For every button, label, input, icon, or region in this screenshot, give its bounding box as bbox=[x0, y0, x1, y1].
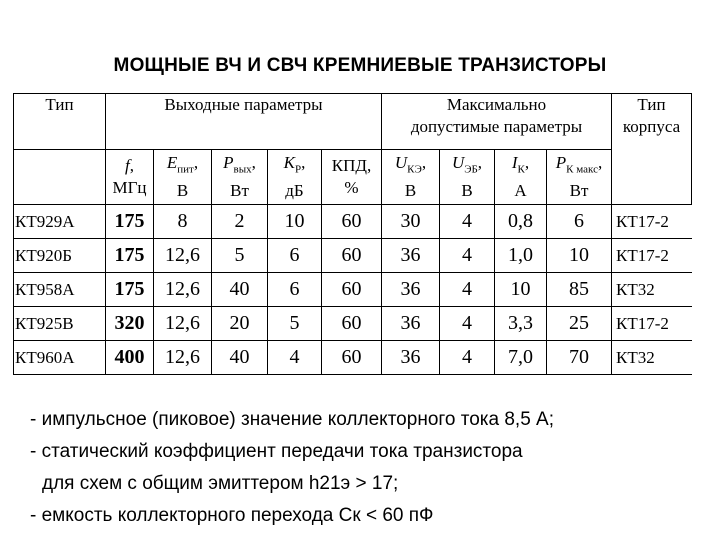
cell-type: КТ958А bbox=[14, 273, 106, 307]
cell-value: 25 bbox=[547, 307, 612, 341]
cell-value: 2 bbox=[212, 205, 268, 239]
note-line: - емкость коллекторного перехода Ск < 60 пФ bbox=[30, 505, 434, 526]
cell-value: 4 bbox=[440, 307, 495, 341]
cell-value: 60 bbox=[322, 341, 382, 375]
cell-value: 20 bbox=[212, 307, 268, 341]
cell-value: 60 bbox=[322, 307, 382, 341]
cell-type: КТ920Б bbox=[14, 239, 106, 273]
note-line: для схем с общим эмиттером h21э > 17; bbox=[42, 473, 399, 494]
cell-value: 4 bbox=[440, 341, 495, 375]
header-case bbox=[612, 94, 692, 205]
cell-value: 12,6 bbox=[154, 273, 212, 307]
cell-value: 4 bbox=[440, 239, 495, 273]
col-header: $K_P$, дБ bbox=[268, 150, 322, 205]
col-unit: МГц bbox=[112, 178, 147, 197]
col-header: $P_{вых}$, Вт bbox=[212, 150, 268, 205]
cell-case: КТ17-2 bbox=[612, 205, 692, 239]
col-unit: А bbox=[514, 181, 527, 201]
col-header: $E_{пит}$, В bbox=[154, 150, 212, 205]
col-symbol: f bbox=[125, 156, 130, 175]
cell-value: 4 bbox=[268, 341, 322, 375]
notes bbox=[30, 404, 554, 532]
col-symbol: U bbox=[394, 152, 408, 172]
cell-value: 7,0 bbox=[495, 341, 547, 375]
col-unit: % bbox=[344, 178, 359, 197]
col-subscript: К bbox=[517, 163, 525, 176]
cell-value: 175 bbox=[106, 273, 154, 307]
cell-value: 40 bbox=[212, 273, 268, 307]
col-subscript: К макс bbox=[566, 163, 598, 176]
cell-value: 10 bbox=[495, 273, 547, 307]
col-symbol: КПД bbox=[331, 156, 367, 175]
col-header: $P_{К макс}$, Вт bbox=[547, 150, 612, 205]
cell-value: 12,6 bbox=[154, 307, 212, 341]
cell-value: 6 bbox=[547, 205, 612, 239]
cell-value: 3,3 bbox=[495, 307, 547, 341]
cell-case: КТ17-2 bbox=[612, 307, 692, 341]
col-unit: В bbox=[176, 181, 189, 201]
cell-value: 10 bbox=[268, 205, 322, 239]
col-header: КПД, % bbox=[322, 150, 382, 205]
cell-value: 60 bbox=[322, 205, 382, 239]
col-subscript: P bbox=[294, 163, 302, 176]
col-symbol: I bbox=[511, 152, 518, 172]
cell-value: 36 bbox=[382, 273, 440, 307]
cell-value: 12,6 bbox=[154, 239, 212, 273]
cell-value: 175 bbox=[106, 239, 154, 273]
cell-value: 6 bbox=[268, 239, 322, 273]
cell-value: 70 bbox=[547, 341, 612, 375]
cell-value: 6 bbox=[268, 273, 322, 307]
col-subscript: пит bbox=[177, 163, 194, 176]
header-case-line1: Тип bbox=[637, 95, 666, 114]
header-output-params: Выходные параметры bbox=[106, 94, 382, 150]
col-subscript: КЭ bbox=[407, 163, 422, 176]
table-row bbox=[14, 239, 692, 273]
col-header: $I_К$, А bbox=[495, 150, 547, 205]
col-unit: дБ bbox=[285, 181, 304, 201]
cell-value: 400 bbox=[106, 341, 154, 375]
col-symbol: K bbox=[283, 152, 295, 172]
page-title: МОЩНЫЕ ВЧ И СВЧ КРЕМНИЕВЫЕ ТРАНЗИСТОРЫ bbox=[113, 55, 607, 76]
header-max-params-line2: допустимые параметры bbox=[410, 117, 583, 136]
cell-value: 4 bbox=[440, 273, 495, 307]
cell-case: КТ32 bbox=[612, 341, 692, 375]
col-unit: Вт bbox=[230, 181, 249, 201]
cell-value: 60 bbox=[322, 273, 382, 307]
col-header: f, МГц bbox=[106, 150, 154, 205]
cell-value: 320 bbox=[106, 307, 154, 341]
table-row bbox=[14, 307, 692, 341]
cell-value: 0,8 bbox=[495, 205, 547, 239]
table-row bbox=[14, 341, 692, 375]
header-type: Тип bbox=[14, 94, 106, 150]
table-row bbox=[14, 273, 692, 307]
header-max-params bbox=[382, 94, 612, 150]
table-row bbox=[14, 205, 692, 239]
cell-value: 5 bbox=[212, 239, 268, 273]
col-unit: В bbox=[404, 181, 417, 201]
cell-case: КТ32 bbox=[612, 273, 692, 307]
col-unit: Вт bbox=[569, 181, 589, 201]
cell-value: 5 bbox=[268, 307, 322, 341]
cell-value: 30 bbox=[382, 205, 440, 239]
transistor-table bbox=[13, 93, 692, 375]
cell-value: 8 bbox=[154, 205, 212, 239]
cell-value: 40 bbox=[212, 341, 268, 375]
note-line: - статический коэффициент передачи тока транзистора bbox=[30, 441, 523, 462]
cell-value: 36 bbox=[382, 341, 440, 375]
col-header: $U_{КЭ}$, В bbox=[382, 150, 440, 205]
cell-case: КТ17-2 bbox=[612, 239, 692, 273]
cell-value: 12,6 bbox=[154, 341, 212, 375]
cell-value: 175 bbox=[106, 205, 154, 239]
header-max-params-line1: Максимально bbox=[446, 95, 547, 114]
cell-type: КТ925В bbox=[14, 307, 106, 341]
col-symbol: U bbox=[451, 152, 465, 172]
col-symbol: E bbox=[166, 152, 178, 172]
cell-value: 60 bbox=[322, 239, 382, 273]
cell-value: 4 bbox=[440, 205, 495, 239]
cell-value: 1,0 bbox=[495, 239, 547, 273]
cell-value: 36 bbox=[382, 239, 440, 273]
col-symbol: P bbox=[555, 152, 567, 172]
header-type-blank bbox=[14, 150, 106, 205]
col-unit: В bbox=[461, 181, 473, 201]
col-subscript: вых bbox=[233, 163, 252, 176]
cell-type: КТ960А bbox=[14, 341, 106, 375]
cell-value: 85 bbox=[547, 273, 612, 307]
col-subscript: ЭБ bbox=[464, 163, 478, 176]
note-line: - импульсное (пиковое) значение коллекторного тока 8,5 А; bbox=[30, 409, 555, 430]
cell-value: 36 bbox=[382, 307, 440, 341]
col-header: $U_{ЭБ}$, В bbox=[440, 150, 495, 205]
col-symbol: P bbox=[223, 152, 234, 172]
header-case-line2: корпуса bbox=[622, 117, 681, 136]
cell-type: КТ929А bbox=[14, 205, 106, 239]
cell-value: 10 bbox=[547, 239, 612, 273]
